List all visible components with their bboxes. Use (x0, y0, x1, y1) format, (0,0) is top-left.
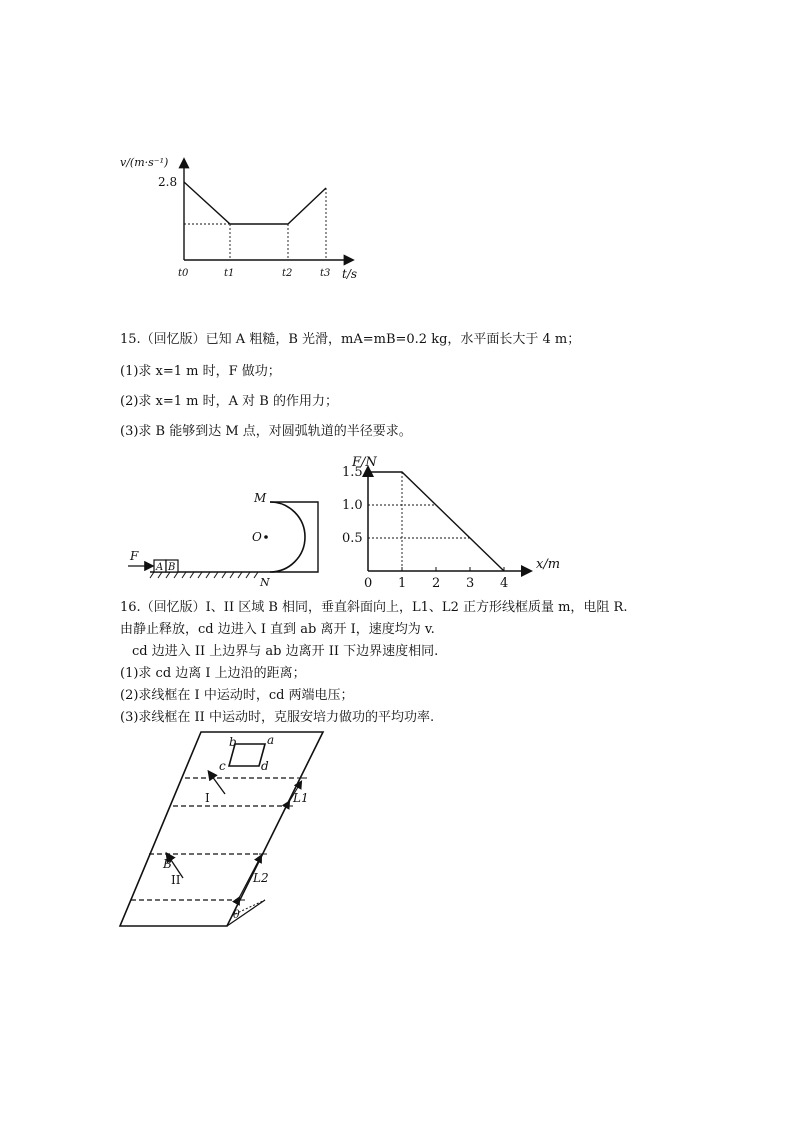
q15-item-3: (3)求 B 能够到达 M 点，对圆弧轨道的半径要求。 (120, 424, 412, 439)
label-theta: θ (233, 908, 240, 921)
q15-header: 15.（回忆版）已知 A 粗糙，B 光滑，mA=mB=0.2 kg，水平面长大于 4 m； (120, 332, 581, 347)
label-region-1: I (205, 791, 210, 805)
q16-line-2: 由静止释放，cd 边进入 I 直到 ab 离开 I，速度均为 v. (120, 622, 435, 637)
fx-y-label: F/N (352, 455, 377, 470)
label-L2: L2 (253, 871, 269, 885)
label-B: B (168, 562, 176, 573)
fx-x-tick-label: 0 (364, 576, 373, 588)
q15-item-1: (1)求 x=1 m 时，F 做功； (120, 364, 281, 379)
vt-curve (184, 182, 326, 224)
incline-diagram (115, 722, 325, 932)
fx-series-line (368, 472, 504, 571)
label-field-B: B (163, 857, 172, 871)
q16-line-1: 16.（回忆版）I、II 区域 B 相同，垂直斜面向上，L1、L2 正方形线框质量 m，电阻 R. (120, 600, 628, 615)
label-M: M (254, 491, 267, 505)
label-L1: L1 (293, 791, 309, 805)
q16-item-2: (2)求线框在 I 中运动时，cd 两端电压； (120, 688, 354, 703)
q15-item-2: (2)求 x=1 m 时，A 对 B 的作用力； (120, 394, 338, 409)
fx-chart (340, 448, 590, 588)
vt-t2: t2 (282, 268, 293, 279)
vt-y-label: v/(m·s⁻¹) (120, 156, 169, 169)
fx-x-tick-label: 2 (432, 576, 441, 588)
arc-track (270, 502, 305, 572)
vt-x-label: t/s (342, 267, 358, 281)
vt-y-tick: 2.8 (158, 175, 178, 189)
q16-item-1: (1)求 cd 边离 I 上边沿的距离； (120, 666, 306, 681)
label-region-2: II (171, 873, 181, 887)
vt-t3: t3 (320, 268, 331, 279)
fx-x-tick-label: 1 (398, 576, 407, 588)
fx-y-tick-label: 1.5 (342, 465, 363, 480)
vt-t0: t0 (178, 268, 189, 279)
fx-y-tick-label: 0.5 (342, 531, 363, 546)
label-c: c (219, 759, 226, 773)
field-arrow-1 (209, 772, 225, 794)
label-a: a (267, 733, 275, 747)
fx-y-tick-label: 1.0 (342, 498, 363, 513)
fx-x-tick-label: 3 (466, 576, 475, 588)
q16-item-3: (3)求线框在 II 中运动时，克服安培力做功的平均功率. (120, 710, 435, 725)
vt-t1: t1 (224, 268, 235, 279)
label-N: N (260, 576, 270, 589)
track-diagram (120, 480, 340, 590)
center-dot (264, 535, 268, 539)
label-b: b (229, 735, 237, 749)
vt-graph (120, 140, 380, 290)
label-A: A (156, 562, 164, 573)
label-O: O (252, 530, 262, 544)
fx-x-label: x/m (536, 557, 561, 572)
label-d: d (261, 759, 269, 773)
q16-line-3: cd 边进入 II 上边界与 ab 边离开 II 下边界速度相同. (132, 644, 439, 659)
label-F: F (130, 549, 139, 563)
fx-x-tick-label: 4 (500, 576, 509, 588)
